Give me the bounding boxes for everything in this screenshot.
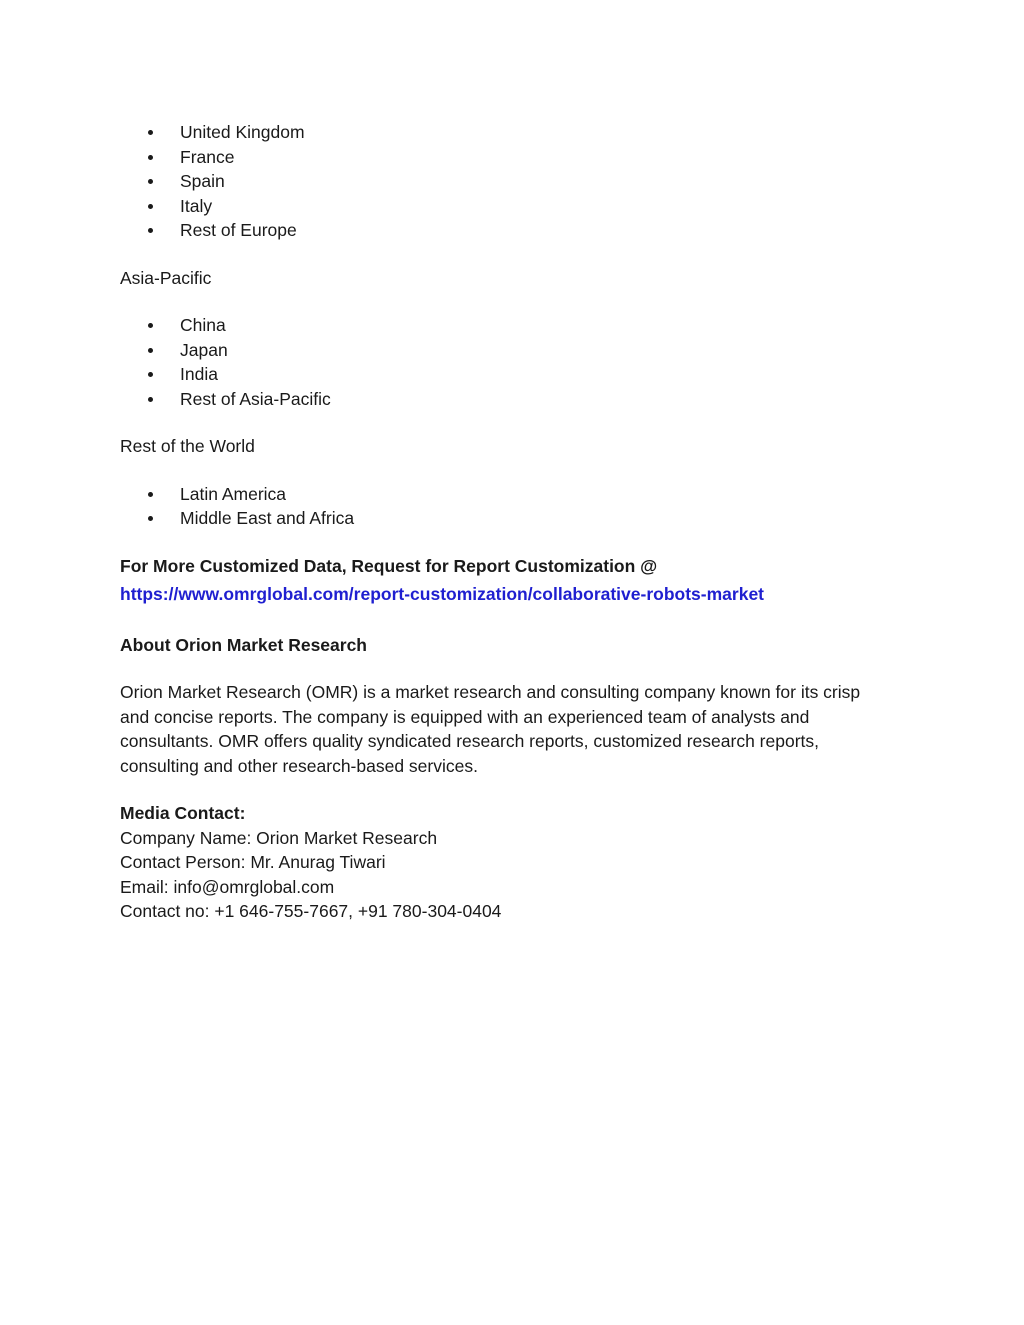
document-body xyxy=(120,120,910,924)
list-item xyxy=(120,387,910,412)
list-item xyxy=(120,218,910,243)
media-contact-block xyxy=(120,801,910,924)
bullet-icon xyxy=(148,155,153,160)
rest-of-world-heading: Rest of the World xyxy=(120,436,255,456)
about-line: consultants. OMR offers quality syndicated research reports, customized research reports, xyxy=(120,731,820,751)
europe-country-list xyxy=(120,120,910,243)
contact-email: Email: info@omrglobal.com xyxy=(120,876,335,897)
list-item xyxy=(120,120,910,145)
list-item xyxy=(120,194,910,219)
contact-phone: Contact no: +1 646-755-7667, +91 780-304-0404 xyxy=(120,901,502,921)
company-name: Company Name: Orion Market Research xyxy=(120,827,438,848)
bullet-icon xyxy=(148,492,153,497)
about-line: consulting and other research-based services. xyxy=(120,755,478,776)
list-item-label: China xyxy=(180,315,226,335)
contact-person: Contact Person: Mr. Anurag Tiwari xyxy=(120,852,386,872)
bullet-icon xyxy=(148,372,153,377)
customization-link[interactable]: https://www.omrglobal.com/report-customization/collaborative-robots-market xyxy=(120,584,765,604)
list-item-label: India xyxy=(180,364,218,384)
list-item-label: France xyxy=(180,146,235,167)
media-contact-heading: Media Contact: xyxy=(120,803,246,823)
list-item-label: Italy xyxy=(180,195,213,216)
bullet-icon xyxy=(148,348,153,353)
list-item-label: Rest of Asia-Pacific xyxy=(180,388,331,409)
list-item xyxy=(120,338,910,363)
list-item xyxy=(120,362,910,387)
bullet-icon xyxy=(148,204,153,209)
list-item xyxy=(120,313,910,338)
bullet-icon xyxy=(148,516,153,521)
customization-prompt: For More Customized Data, Request for Report Customization @ xyxy=(120,555,658,576)
bullet-icon xyxy=(148,130,153,135)
about-line: Orion Market Research (OMR) is a market research and consulting company known for its crisp xyxy=(120,682,861,702)
list-item xyxy=(120,506,910,531)
asia-pacific-country-list xyxy=(120,313,910,411)
about-paragraph xyxy=(120,680,910,778)
bullet-icon xyxy=(148,179,153,184)
about-heading: About Orion Market Research xyxy=(120,634,367,655)
list-item-label: Rest of Europe xyxy=(180,220,297,240)
bullet-icon xyxy=(148,228,153,233)
list-item-label: Latin America xyxy=(180,483,287,504)
list-item xyxy=(120,169,910,194)
bullet-icon xyxy=(148,323,153,328)
list-item-label: Japan xyxy=(180,339,228,360)
about-line: and concise reports. The company is equipped with an experienced team of analysts and xyxy=(120,706,810,727)
asia-pacific-heading: Asia-Pacific xyxy=(120,267,212,288)
list-item-label: Middle East and Africa xyxy=(180,508,355,528)
list-item xyxy=(120,482,910,507)
list-item-label: United Kingdom xyxy=(180,122,305,142)
bullet-icon xyxy=(148,397,153,402)
list-item-label: Spain xyxy=(180,171,225,191)
rest-of-world-list xyxy=(120,482,910,531)
list-item xyxy=(120,145,910,170)
